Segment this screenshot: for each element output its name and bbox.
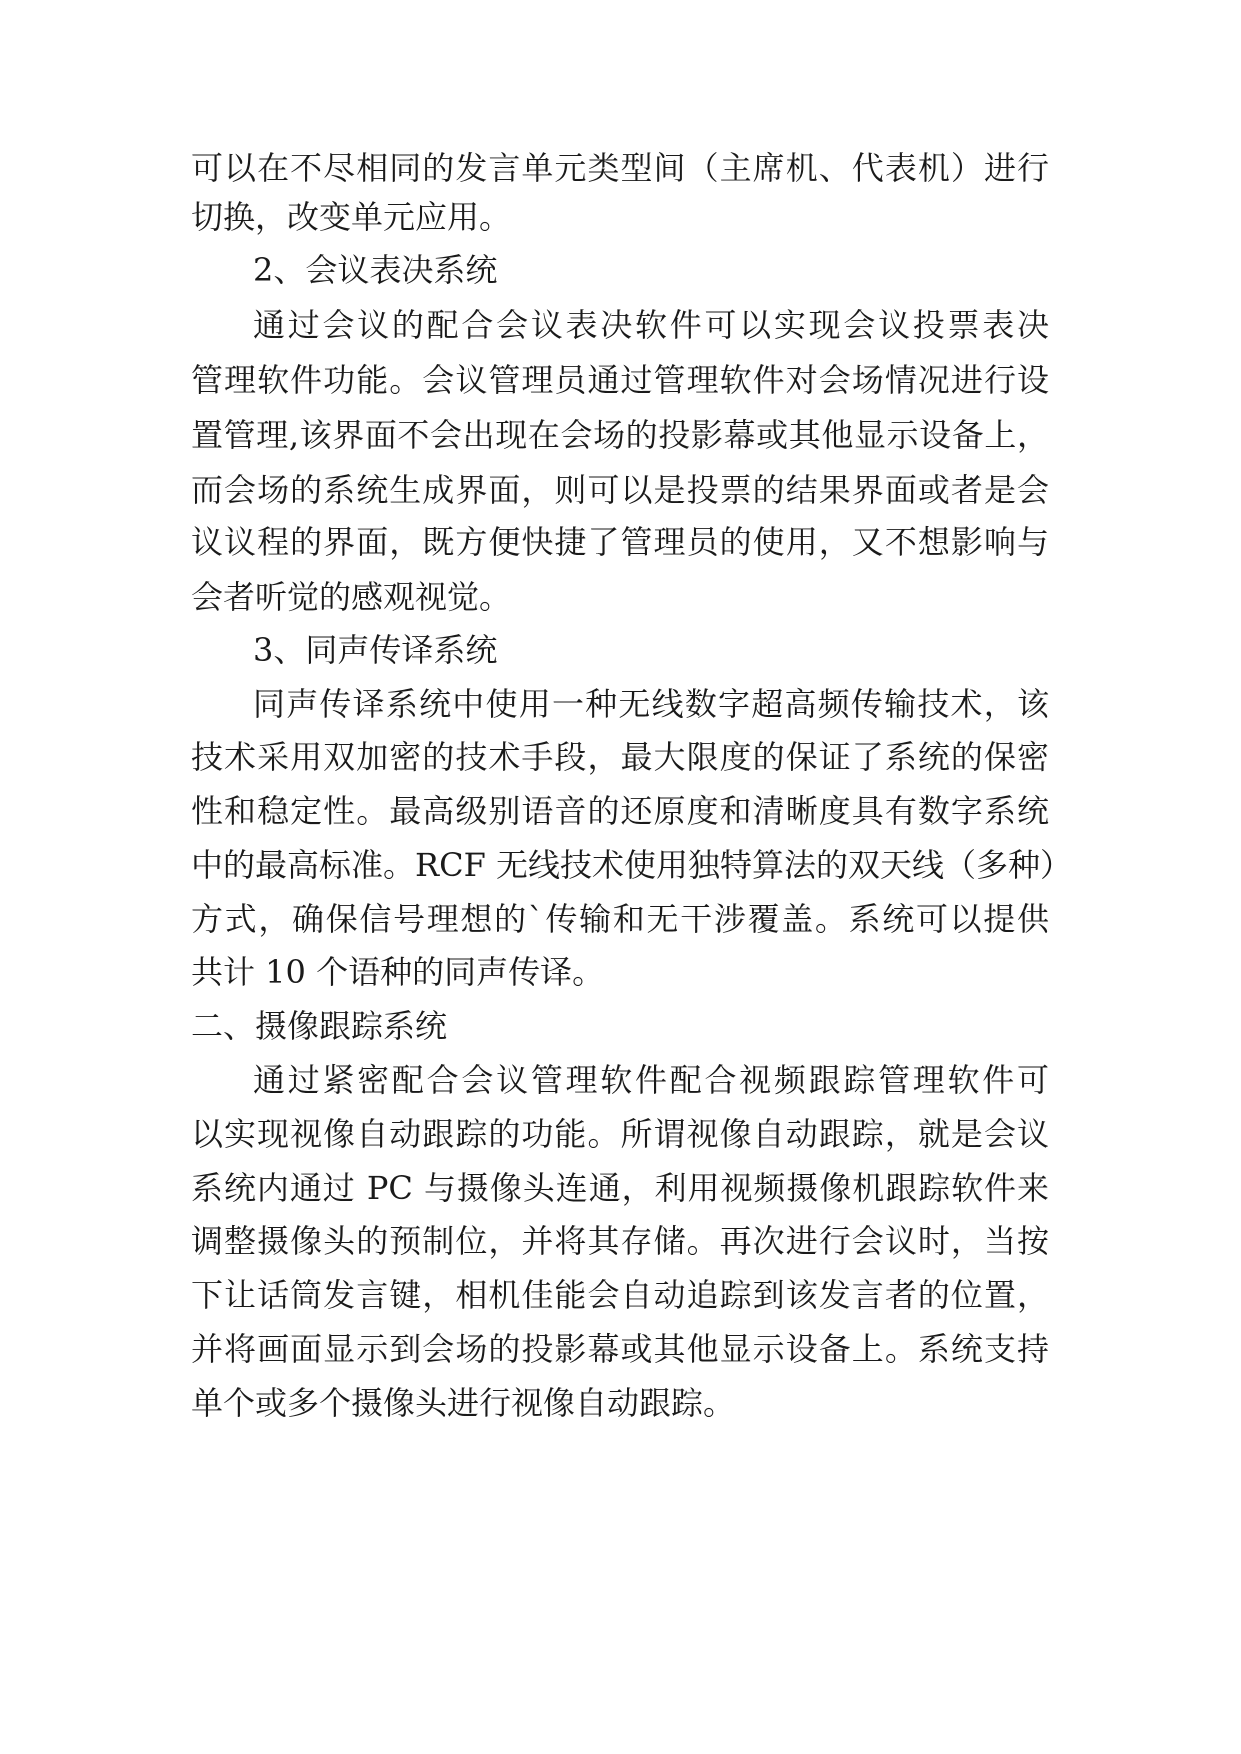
text-line: 技术采用双加密的技术手段，最大限度的保证了系统的保密 bbox=[191, 738, 1049, 776]
text-line: 系统内通过 PC 与摄像头连通，利用视频摄像机跟踪软件来 bbox=[191, 1169, 1049, 1207]
section-heading: 3、同声传译系统 bbox=[253, 631, 498, 669]
text-line: 通过会议的配合会议表决软件可以实现会议投票表决 bbox=[253, 306, 1049, 344]
section-heading: 2、会议表决系统 bbox=[253, 251, 498, 289]
section-heading: 二、摄像跟踪系统 bbox=[191, 1007, 448, 1045]
text-line: 共计 10 个语种的同声传译。 bbox=[191, 953, 605, 991]
text-line: 会者听觉的感观视觉。 bbox=[191, 578, 512, 616]
text-line: 通过紧密配合会议管理软件配合视频跟踪管理软件可 bbox=[253, 1061, 1049, 1099]
text-line: 置管理,该界面不会出现在会场的投影幕或其他显示设备上， bbox=[191, 416, 1049, 454]
text-line: 方式，确保信号理想的`传输和无干涉覆盖。系统可以提供 bbox=[191, 900, 1049, 938]
text-line: 性和稳定性。最高级别语音的还原度和清晰度具有数字系统 bbox=[191, 792, 1049, 830]
text-line: 议议程的界面，既方便快捷了管理员的使用，又不想影响与 bbox=[191, 523, 1049, 561]
text-line: 管理软件功能。会议管理员通过管理软件对会场情况进行设 bbox=[191, 361, 1049, 399]
text-line: 单个或多个摄像头进行视像自动跟踪。 bbox=[191, 1384, 736, 1422]
text-line: 中的最高标准。RCF 无线技术使用独特算法的双天线（多种） bbox=[191, 846, 1072, 884]
text-line: 下让话筒发言键，相机佳能会自动追踪到该发言者的位置， bbox=[191, 1276, 1049, 1314]
text-line: 调整摄像头的预制位，并将其存储。再次进行会议时，当按 bbox=[191, 1222, 1049, 1260]
text-line: 以实现视像自动跟踪的功能。所谓视像自动跟踪，就是会议 bbox=[191, 1115, 1049, 1153]
text-line: 同声传译系统中使用一种无线数字超高频传输技术，该 bbox=[253, 685, 1049, 723]
text-line: 切换，改变单元应用。 bbox=[191, 198, 512, 236]
text-line: 而会场的系统生成界面，则可以是投票的结果界面或者是会 bbox=[191, 471, 1049, 509]
text-line: 并将画面显示到会场的投影幕或其他显示设备上。系统支持 bbox=[191, 1330, 1049, 1368]
text-line: 可以在不尽相同的发言单元类型间（主席机、代表机）进行 bbox=[191, 149, 1049, 187]
